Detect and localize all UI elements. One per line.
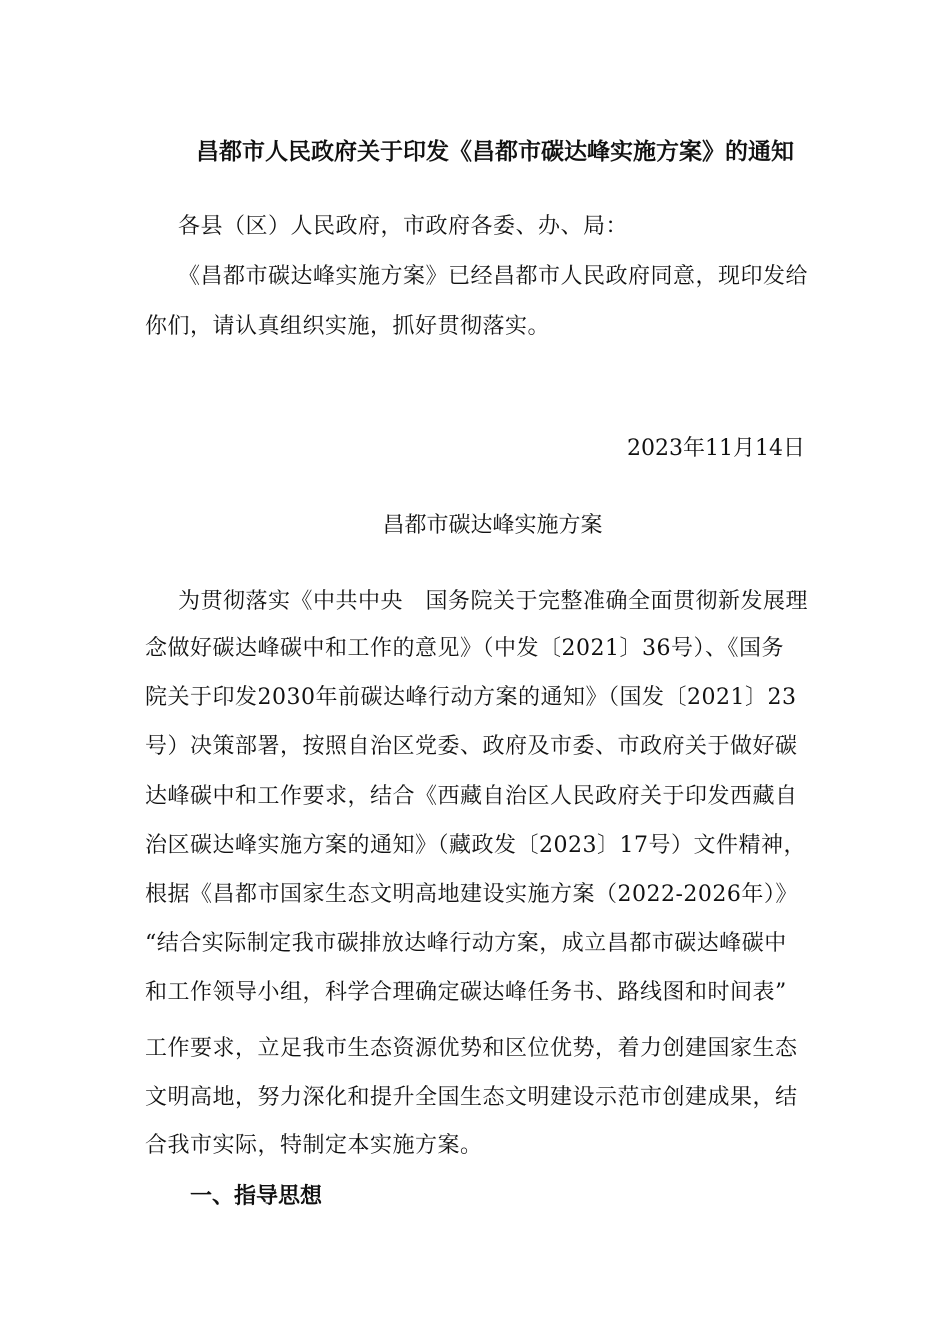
notice-body-line: 《昌都市碳达峰实施方案》已经昌都市人民政府同意，现印发给 bbox=[178, 264, 809, 289]
plan-intro-line: 治区碳达峰实施方案的通知》（藏政发〔2023〕17号）文件精神， bbox=[145, 833, 806, 858]
plan-intro-line: 根据《昌都市国家生态文明高地建设实施方案（2022-2026年）》 bbox=[145, 882, 798, 907]
plan-intro-line: 文明高地，努力深化和提升全国生态文明建设示范市创建成果，结 bbox=[145, 1085, 798, 1110]
plan-intro-line: 院关于印发2030年前碳达峰行动方案的通知》（国发〔2021〕23 bbox=[145, 685, 797, 710]
plan-intro-line: 号）决策部署，按照自治区党委、政府及市委、市政府关于做好碳 bbox=[145, 734, 798, 759]
notice-body-line: 你们，请认真组织实施，抓好贯彻落实。 bbox=[145, 314, 551, 339]
plan-intro-line: 念做好碳达峰碳中和工作的意见》（中发〔2021〕36号）、《国务 bbox=[145, 636, 784, 661]
notice-salutation: 各县（区）人民政府，市政府各委、办、局： bbox=[178, 214, 629, 239]
notice-date: 2023年11月14日 bbox=[627, 436, 805, 461]
section-heading: 一、指导思想 bbox=[190, 1184, 323, 1209]
plan-intro-line: 工作要求，立足我市生态资源优势和区位优势，着力创建国家生态 bbox=[145, 1036, 798, 1061]
plan-intro-line: “结合实际制定我市碳排放达峰行动方案，成立昌都市碳达峰碳中 bbox=[145, 931, 787, 956]
plan-intro-line: 合我市实际，特制定本实施方案。 bbox=[145, 1133, 483, 1158]
notice-title: 昌都市人民政府关于印发《昌都市碳达峰实施方案》的通知 bbox=[196, 139, 794, 165]
plan-title: 昌都市碳达峰实施方案 bbox=[382, 513, 603, 538]
plan-intro-line: 为贯彻落实《中共中央 国务院关于完整准确全面贯彻新发展理 bbox=[178, 589, 809, 614]
plan-intro-line: 达峰碳中和工作要求，结合《西藏自治区人民政府关于印发西藏自 bbox=[145, 784, 798, 809]
plan-intro-line: 和工作领导小组，科学合理确定碳达峰任务书、路线图和时间表” bbox=[145, 980, 787, 1005]
